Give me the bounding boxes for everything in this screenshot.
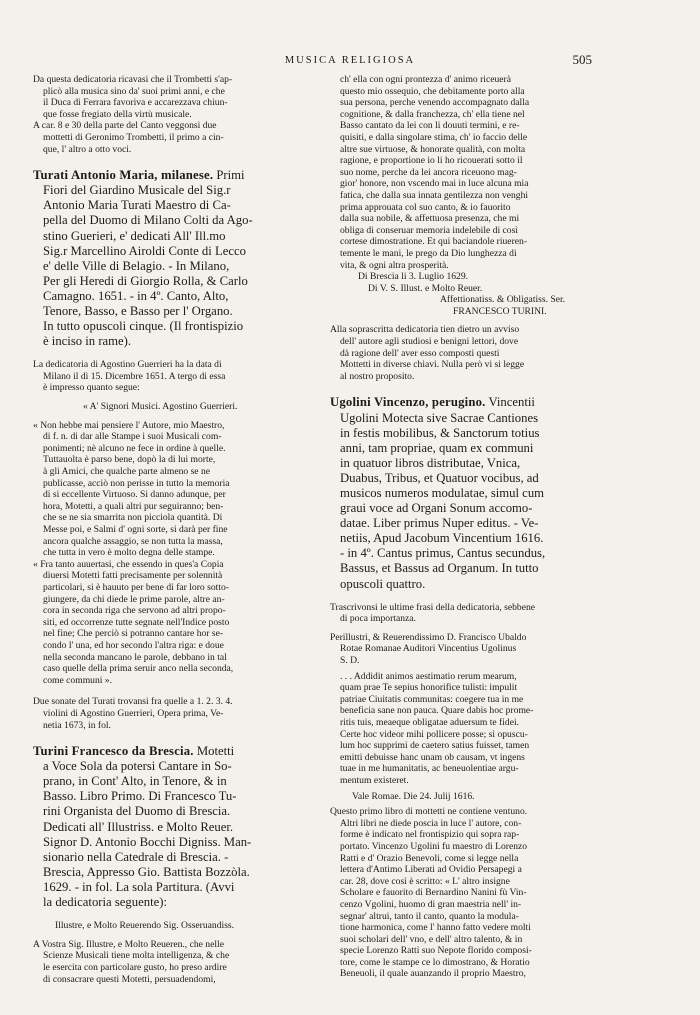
text-line: rini Organista del Duomo di Brescia. <box>43 804 231 819</box>
text-line: Signor D. Antonio Bocchi Digniss. Man- <box>43 834 252 849</box>
text-line: gior' honore, non vscendo mai in luce alcuna mia <box>340 178 529 190</box>
text-line: stino Guerieri, e' dedicati All' Ill.mo <box>43 228 226 243</box>
text-line: In tutto opuscoli cinque. (Il frontispizio <box>43 319 244 334</box>
text-line: dalla sua nobile, & affettuosa presenza, che mi <box>340 213 520 225</box>
text-line: Perillustri, & Reuerendissimo D. Francisco Ubaldo <box>330 631 527 643</box>
text-line: tuae in me humanitatis, ac beneuolentiae argu- <box>340 763 519 775</box>
text-line: Duabus, Tribus, et Quatuor vocibus, ad <box>340 470 539 485</box>
text-line: segnar' altrui, tanto il canto, quanto la modula- <box>340 910 519 922</box>
text-line: vita, & ogni altra prosperità. <box>340 259 449 271</box>
latin-quote <box>330 671 628 787</box>
closing-line: Di V. S. Illust. e Molto Reuer. <box>368 282 483 294</box>
text-line: quisiti, e dalla singolare stima, ch' io faccio delle <box>340 131 528 143</box>
text-line: e' delle Ville di Belagio. - In Milano, <box>43 258 230 273</box>
text-line: Altri libri ne diede poscia in luce l' autore, con- <box>340 817 522 829</box>
text-line: altre sue virtuose, & honorate qualità, con molta <box>340 143 526 155</box>
text-line: 1629. - in fol. La sola Partitura. (Avvi <box>43 879 235 894</box>
text-line: forme è indicato nel frontispizio qui sopra rap- <box>340 829 520 841</box>
text-line: Antonio Maria Turati Maestro di Ca- <box>43 198 231 213</box>
text-line: Bassus, et Bassus ad Organum. In tutto <box>340 561 539 576</box>
text-line: que fosse fregiato della virtù musicale. <box>43 108 192 120</box>
running-head: MUSICA RELIGIOSA <box>284 55 416 66</box>
text-line: emitti debuisse hanc unam ob causam, vt ingens <box>340 751 525 763</box>
page-number: 505 <box>572 52 592 67</box>
text-line: anni, tam propriae, quam ex communi <box>340 440 534 455</box>
entry-ugolini-vincenzo <box>330 395 628 591</box>
text-line: Certe hoc videor mihi pollicere posse; si opuscu- <box>340 728 528 740</box>
dedication-continuation <box>330 74 628 271</box>
entry-turini-francesco <box>33 744 333 910</box>
text-line: beneficia sane non pauca. Quare dabis hoc prome- <box>340 705 534 717</box>
text-line: pella del Duomo di Milano Colti da Ago- <box>43 213 253 228</box>
text-line: publicasse, acciò non perisse in tutto la memoria <box>43 477 230 489</box>
text-line: prima approuata col suo canto, & io fauorito <box>340 201 511 213</box>
text-line: Motetti <box>193 744 235 759</box>
left-column <box>33 74 333 985</box>
text-line: particolari, si è hauuto per bene di far loro sotto- <box>43 581 229 593</box>
text-line: nella seconda mancano le parole, debbano in tal <box>43 651 227 663</box>
text-line: le esercita con particolare gusto, ho preso ardire <box>43 961 227 973</box>
text-line: Brescia, Appresso Gio. Battista Bozzòla. <box>43 864 250 879</box>
entry-heading: Turini Francesco da Brescia. <box>33 744 194 759</box>
text-line: fatica, che dalla sua innata gentilezza non venghi <box>340 189 529 201</box>
text-line: Questo primo libro di mottetti ne contiene ventuno. <box>330 806 528 818</box>
text-line: Messe poi, e Salmi d' ogni sorte, si darà per fine <box>43 524 228 535</box>
text-line: a Voce Sola da potersi Cantare in So- <box>43 759 232 774</box>
text-line: Ratti e d' Orazio Benevoli, come si legge nella <box>340 852 519 864</box>
text-line: que, l' altro a otto voci. <box>43 143 132 155</box>
text-line: di si eccellente Virtuoso. Si danno adunque, per <box>43 489 226 501</box>
text-line: Tuttauolta è parso bene, dopò la di lui morte, <box>43 454 216 466</box>
text-line: mottetti di Geronimo Trombetti, il primo a cin- <box>43 131 224 143</box>
text-line: La dedicatoria di Agostino Guerrieri ha la data di <box>33 359 222 371</box>
salutation: Illustre, e Molto Reuerendo Sig. Osseruandiss. <box>55 920 235 932</box>
text-line: netia 1673, in fol. <box>43 719 111 731</box>
closing-line: Affettionatiss. & Obligatiss. Ser. <box>440 294 566 306</box>
text-line: ch' ella con ogni prontezza d' animo riceuerà <box>340 74 512 85</box>
text-line: patriae Ciuitatis communitas: coegere tua in me <box>340 693 524 705</box>
text-line: temente le mani, le prego da Dio lunghezza di <box>340 247 517 259</box>
text-line: hora, Motetti, a quali altri pur seguiranno; ben- <box>43 500 224 512</box>
right-column <box>330 74 628 980</box>
text-line: in quatuor libros distributae, Vnica, <box>340 455 521 470</box>
text-line: cora in seconda riga che servono ad altri propo- <box>43 605 226 617</box>
text-line: come communi ». <box>43 674 113 686</box>
text-line: Scholare e fauorito di Bernardino Nanini fù Vin- <box>340 887 527 899</box>
text-line: giungere, da chi diede le prime parole, altre an- <box>43 593 225 605</box>
text-line: Alla soprascritta dedicatoria tien dietro un avviso <box>330 324 520 336</box>
text-line: che tutta in vero è molto degna delle stampe. <box>43 547 215 559</box>
text-line: Vincentii <box>485 395 535 410</box>
text-line: lettera d'Antimo Liberati ad Ovidio Persapegi a <box>340 864 522 876</box>
text-line: S. D. <box>340 655 360 667</box>
text-line: ancora qualche assaggio, se non tutta la massa, <box>43 535 223 547</box>
text-line: « Fra tanto auuertasi, che essendo in ques'a Copia <box>33 558 224 570</box>
text-line: Tenore, Basso, e Basso per l' Organo. <box>43 304 233 318</box>
note-paragraph <box>330 324 628 382</box>
text-line: violini di Agostino Guerrieri, Opera prima, Ve- <box>43 707 224 719</box>
text-line: caso quelle della prima seruir anco nella seconda, <box>43 663 234 675</box>
address-paragraph <box>330 632 628 667</box>
text-line: è impresso quanto segue: <box>43 382 140 394</box>
text-line: prano, in Cont' Alto, in Tenore, & in <box>43 774 227 789</box>
text-line: tore, come le stampe ce lo dimostrano, & Horatio <box>340 956 530 968</box>
text-line: obliga di conseruar memoria indelebile di così <box>340 224 518 236</box>
text-line: di f. n. di dar alle Stampe i suoi Musicali com- <box>43 431 222 443</box>
text-line: il Duca di Ferrara favoriva e accarezzava chiun- <box>43 97 228 109</box>
text-line: ragione, e proportione io li ho ricouerati sotto il <box>340 155 523 167</box>
text-line: A Vostra Sig. Illustre, e Molto Reueren., che nelle <box>33 938 224 950</box>
date-line: Vale Romae. Die 24. Julij 1616. <box>352 790 475 802</box>
text-line: ritis tuis, meaeque obligatae aduersum te fidei. <box>340 717 520 728</box>
text-line: Rotae Romanae Auditori Vincentius Ugolinus <box>340 643 517 655</box>
text-line: Milano il dì 15. Dicembre 1651. A tergo di essa <box>43 370 226 382</box>
text-line: al nostro proposito. <box>340 370 415 382</box>
text-line: netiis, Apud Jacobum Vincentium 1616. <box>340 531 544 546</box>
text-line: ponimenti; nè alcuno ne fece in ordine à quelle. <box>43 442 226 454</box>
text-line: portato. Vincenzo Ugolini fu maestro di Lorenzo <box>340 840 528 852</box>
text-line: Sig.r Marcellino Airoldi Conte di Lecco <box>43 243 246 258</box>
text-line: Beneuoli, il quale auanzando il proprio Maestro, <box>340 968 526 980</box>
text-line: in festis mobilibus, & Sanctorum totius <box>340 425 540 440</box>
text-line: di consacrare questi Motetti, persuadendomi, <box>43 973 216 985</box>
text-line: Trascrivonsi le ultime frasi della dedicatoria, sebbene <box>330 601 536 613</box>
salutation: « A' Signori Musici. Agostino Guerrieri. <box>83 401 238 413</box>
text-line: cortese dimostratione. Et qui baciandole riueren- <box>340 236 528 248</box>
text-line: Da questa dedicatoria ricavasi che il Trombetti s'ap- <box>33 74 233 85</box>
text-line: lum hoc supprimi de caetero satius fuisset, tamen <box>340 740 530 752</box>
text-line: cenzo Vgolini, huomo di gran maestria nell' in- <box>340 898 522 910</box>
text-line: sionario nella Catedrale di Brescia. - <box>43 849 229 864</box>
entry-heading: Turati Antonio Maria, milanese. <box>33 168 214 183</box>
text-line: Mottetti in diverse chiavi. Nulla però vi si legge <box>340 359 525 371</box>
text-line: musicos numeros modulatae, simul cum <box>340 486 545 500</box>
note-paragraph <box>33 120 333 155</box>
quote-paragraph <box>33 420 333 559</box>
dedication-paragraph <box>33 939 333 985</box>
text-line: tione harmonica, come l' hanno fatto vedere molti <box>340 922 531 934</box>
text-line: datae. Liber primus Nuper editus. - Ve- <box>340 516 539 531</box>
text-line: plicò alla musica sino da' suoi primi anni, e che <box>43 85 225 97</box>
text-line: siti, ed occorrenze tutte segnate nell'Indice posto <box>43 616 230 628</box>
text-line: condo l' una, ed hor secondo l'altra riga: e doue <box>43 639 224 651</box>
text-line: Basso cantato da lei con li douuti termini, e re- <box>340 120 520 132</box>
text-line: Per gli Heredi di Giorgio Rolla, & Carlo <box>43 273 248 288</box>
entry-heading: Ugolini Vincenzo, perugino. <box>330 395 486 410</box>
intro-paragraph <box>33 74 333 120</box>
text-line: Fiori del Giardino Musicale del Sig.r <box>43 183 231 198</box>
text-line: di poca importanza. <box>340 613 416 625</box>
text-line: Scienze Musicali tiene molta intelligenza, & che <box>43 950 230 962</box>
note-paragraph <box>330 806 628 980</box>
entry-turati-antonio <box>33 168 333 349</box>
note-paragraph <box>33 696 333 731</box>
text-line: sua persona, perche venendo accompagnato dalla <box>340 97 530 109</box>
text-line: . . . Addidit animos aestimatio rerum mearum, <box>340 670 517 682</box>
text-line: questo mio ossequio, che debitamente porto alla <box>340 85 525 97</box>
text-line: - in 4º. Cantus primus, Cantus secundus, <box>340 546 546 561</box>
text-line: Ugolini Motecta sive Sacrae Cantiones <box>340 410 539 425</box>
note-paragraph <box>330 602 628 625</box>
text-line: Dedicati all' Illustriss. e Molto Reuer. <box>43 819 234 834</box>
text-line: quam prae Te sepius honorifice tulisti: impulit <box>340 682 518 694</box>
text-line: car. 28, dove così è scritto: « L' altro insigne <box>340 875 510 887</box>
text-line: Due sonate del Turati trovansi fra quelle a 1. 2. 3. 4. <box>33 696 233 708</box>
text-line: Basso. Libro Primo. Di Francesco Tu- <box>43 789 237 804</box>
text-line: che se ne sia smarrita non picciola quantità. Di <box>43 512 223 524</box>
text-line: A car. 8 e 30 della parte del Canto veggonsi due <box>33 120 217 132</box>
text-line: Primi <box>213 168 245 183</box>
text-line: dell' autore agli studiosi e benigni lettori, dove <box>340 336 519 348</box>
text-line: à gli Amici, che qualche parte almeno se ne <box>43 466 211 478</box>
text-line: cognitione, & dalla franchezza, ch' ella tiene nel <box>340 108 525 120</box>
text-line: graui voce ad Organi Sonum accomo- <box>340 501 533 516</box>
text-line: suoi scholari dell' vno, e dell' altro talento, & in <box>340 933 523 945</box>
text-line: mentum existeret. <box>340 774 409 786</box>
text-line: è inciso in rame). <box>43 334 132 349</box>
text-line: « Non hebbe mai pensiere l' Autore, mio Maestro, <box>33 419 225 431</box>
text-line: nel fine; Che perciò si potranno cantare hor se- <box>43 628 224 640</box>
signature: FRANCESCO TURINI. <box>453 305 547 317</box>
text-line: opuscoli quattro. <box>340 576 426 591</box>
text-line: Camagno. 1651. - in 4º. Canto, Alto, <box>43 288 229 303</box>
text-line: la dedicatoria seguente): <box>43 895 167 910</box>
text-line: dà ragione dell' aver esso composti questi <box>340 347 500 359</box>
text-line: diuersi Motetti fatti precisamente per solennità <box>43 570 223 582</box>
quote-paragraph <box>33 559 333 687</box>
text-line: suo nome, perche da lei ancora riceuono mag- <box>340 166 517 178</box>
text-line: specie Lorenzo Ratti suo Nepote florido composi- <box>340 945 532 957</box>
date-line: Di Brescia li 3. Luglio 1629. <box>358 271 469 283</box>
note-paragraph <box>33 359 333 394</box>
